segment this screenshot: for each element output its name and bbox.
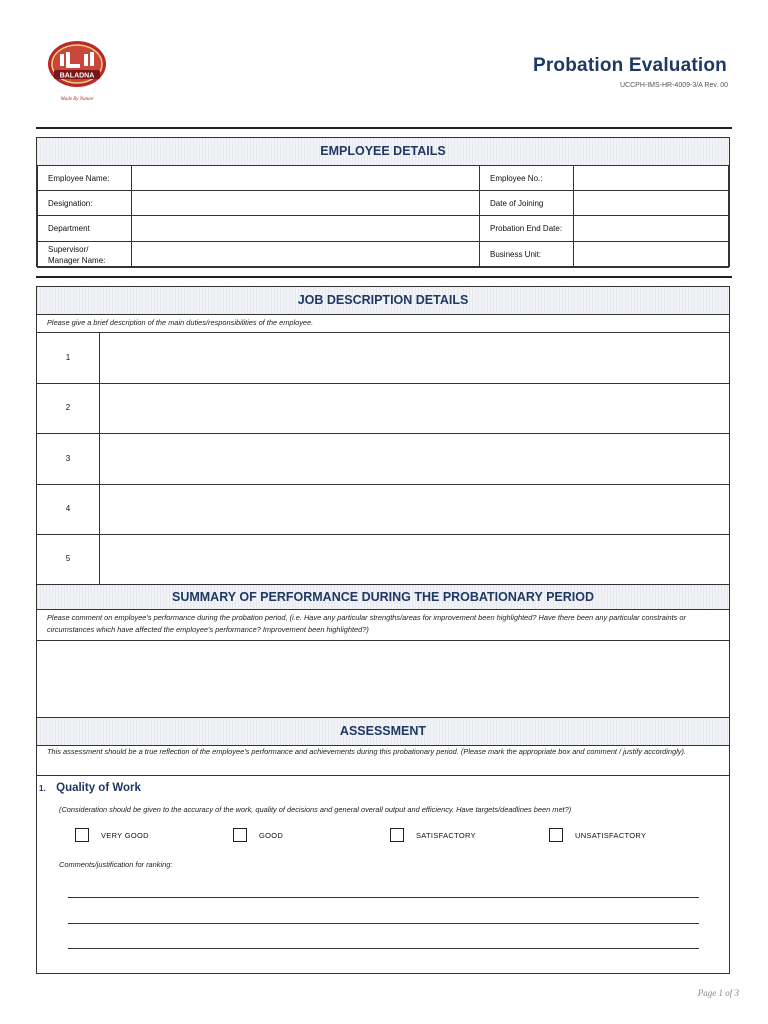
- logo-wordmark: BALADNA: [59, 72, 95, 80]
- quality-of-work-note: (Consideration should be given to the accuracy of the work, quality of decisions and general overall output and efficiency. Have targets/deadlines been met?): [59, 805, 572, 814]
- employee-name-field[interactable]: [132, 166, 480, 191]
- job-row-number: 4: [65, 504, 71, 513]
- date-of-joining-field[interactable]: [574, 191, 729, 216]
- department-label: Department: [38, 216, 132, 242]
- assessment-instruction: This assessment should be a true reflection of the employee's performance and achievements during this probationary period. (Please mark the appropriate box and comment / justify accordingly).: [47, 747, 686, 756]
- supervisor-label: Supervisor/ Manager Name:: [38, 242, 132, 268]
- item-title: Quality of Work: [56, 782, 141, 794]
- page-title: Probation Evaluation: [532, 55, 727, 76]
- designation-field[interactable]: [132, 191, 480, 216]
- summary-heading: SUMMARY OF PERFORMANCE DURING THE PROBATIONARY PERIOD: [37, 584, 729, 610]
- comment-line-2[interactable]: [68, 923, 699, 924]
- assessment-heading: ASSESSMENT: [37, 717, 729, 746]
- business-unit-field[interactable]: [574, 242, 729, 268]
- designation-label: Designation:: [38, 191, 132, 216]
- job-row-number: 1: [65, 353, 71, 362]
- top-divider: [36, 127, 732, 129]
- unsatisfactory-label: UNSATISFACTORY: [575, 830, 647, 840]
- job-description-heading: JOB DESCRIPTION DETAILS: [37, 287, 729, 315]
- date-of-joining-label: Date of Joining: [480, 191, 574, 216]
- employee-details-table: [37, 165, 729, 268]
- rating-satisfactory[interactable]: [390, 828, 476, 842]
- unsatisfactory-checkbox[interactable]: [549, 828, 563, 842]
- summary-instruction: Please comment on employee's performance during the probation period, (i.e. Have any particular strengths/areas for improvement been highlighted? Have there been any particular constraints or circumstances which have affected the employee's performance? Improvement been highlighted?): [47, 613, 686, 634]
- mid-divider: [36, 276, 732, 278]
- satisfactory-label: SATISFACTORY: [416, 830, 476, 840]
- job-row-field-3[interactable]: [100, 434, 729, 484]
- job-row-field-2[interactable]: [100, 384, 729, 433]
- good-label: GOOD: [259, 830, 284, 840]
- job-row-number: 2: [65, 403, 71, 412]
- employee-no-field[interactable]: [574, 166, 729, 191]
- business-unit-label: Business Unit:: [480, 242, 574, 268]
- summary-comment-field[interactable]: [37, 640, 729, 718]
- satisfactory-checkbox[interactable]: [390, 828, 404, 842]
- job-row-field-1[interactable]: [100, 333, 729, 383]
- quality-of-work-title: [39, 778, 141, 796]
- employee-details-section: [36, 137, 730, 267]
- comment-line-3[interactable]: [68, 948, 699, 949]
- job-description-rows: [37, 332, 729, 585]
- job-description-instruction: Please give a brief description of the main duties/responsibilities of the employee.: [47, 318, 314, 327]
- rating-very-good[interactable]: [75, 828, 149, 842]
- company-logo: [40, 38, 126, 112]
- evaluation-section: [36, 286, 730, 974]
- employee-no-label: Employee No.:: [480, 166, 574, 191]
- probation-end-date-field[interactable]: [574, 216, 729, 242]
- job-row-number: 5: [65, 554, 71, 563]
- employee-details-heading: EMPLOYEE DETAILS: [37, 138, 729, 166]
- job-row-number: 3: [65, 454, 71, 463]
- supervisor-field[interactable]: [132, 242, 480, 268]
- very-good-checkbox[interactable]: [75, 828, 89, 842]
- logo-tagline: Made By Nature: [60, 97, 94, 102]
- department-field[interactable]: [132, 216, 480, 242]
- document-reference: UCCPH-IMS-HR-4009-3/A Rev. 00: [619, 82, 728, 89]
- rating-good[interactable]: [233, 828, 283, 842]
- rating-unsatisfactory[interactable]: [549, 828, 646, 842]
- page-number: Page 1 of 3: [697, 988, 739, 998]
- comments-label: Comments/justification for ranking:: [59, 860, 173, 869]
- comment-line-1[interactable]: [68, 897, 699, 898]
- very-good-label: VERY GOOD: [101, 830, 149, 840]
- probation-end-date-label: Probation End Date:: [480, 216, 574, 242]
- good-checkbox[interactable]: [233, 828, 247, 842]
- job-row-field-5[interactable]: [100, 535, 729, 585]
- employee-name-label: Employee Name:: [38, 166, 132, 191]
- job-row-field-4[interactable]: [100, 485, 729, 534]
- item-number: 1.: [39, 784, 46, 793]
